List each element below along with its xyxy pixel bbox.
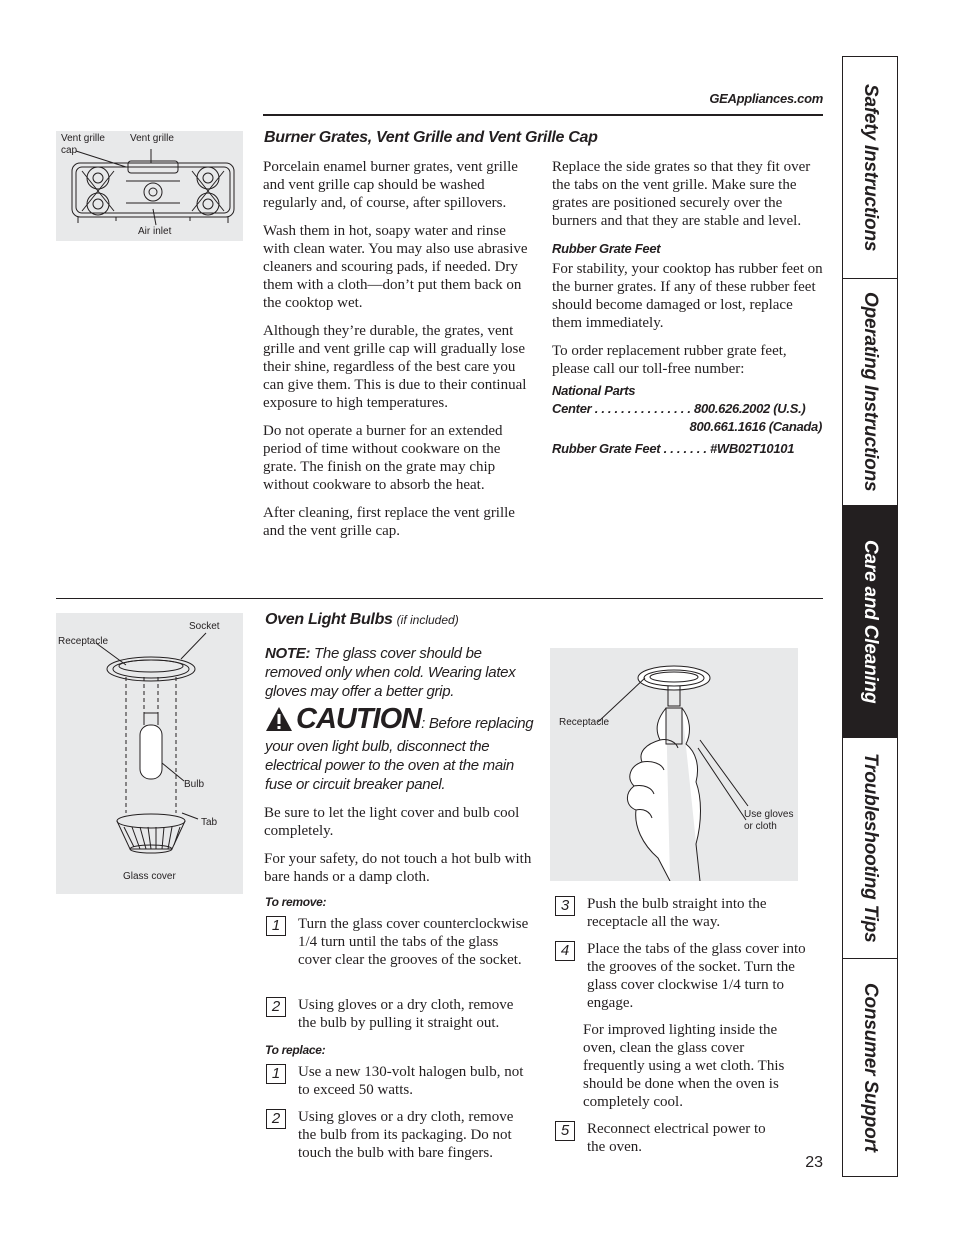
paragraph: For your safety, do not touch a hot bulb with bare hands or a damp cloth. xyxy=(264,851,532,885)
step-text: Use a new 130-volt halogen bulb, not to exceed 50 watts. xyxy=(298,1064,524,1098)
tab-label: Care and Cleaning xyxy=(860,539,881,704)
bulb-assembly-illustration xyxy=(56,613,243,894)
replace-heading: To replace: xyxy=(265,1043,326,1057)
replace-step-5 xyxy=(555,1120,795,1156)
rubber-feet-heading: Rubber Grate Feet xyxy=(552,241,661,256)
step-number: 1 xyxy=(266,1064,286,1084)
bulbs-title: Oven Light Bulbs xyxy=(265,611,393,628)
tab-operating-instructions[interactable] xyxy=(843,279,897,506)
improved-lighting-text: For improved lighting inside the oven, clean the glass cover frequently using a wet cloth. This should be done when the oven is completely cool. xyxy=(583,1022,785,1110)
label-bulb: Bulb xyxy=(184,779,205,790)
label-vent-grille: Vent grille xyxy=(130,133,174,144)
label-glass-cover: Glass cover xyxy=(123,871,176,882)
paragraph: Replace the side grates so that they fit over the tabs on the vent grille. Make sure the grates are positioned securely over the burners and that they are stable and level. xyxy=(552,159,811,229)
tab-troubleshooting-tips[interactable] xyxy=(843,738,897,959)
tab-label: Operating Instructions xyxy=(860,292,881,492)
tab-label: Troubleshooting Tips xyxy=(860,753,881,943)
label-socket: Socket xyxy=(189,621,220,632)
note-text: The glass cover should be removed only when cold. Wearing latex gloves may offer a better grip. xyxy=(265,645,516,700)
parts-phone-canada: 800.661.1616 (Canada) xyxy=(689,419,822,434)
step-number: 3 xyxy=(555,896,575,916)
tab-care-and-cleaning[interactable] xyxy=(843,506,897,738)
parts-line-1: National Parts xyxy=(552,383,636,398)
bulbs-title-note: (if included) xyxy=(396,613,459,627)
note-label: NOTE: xyxy=(265,645,311,662)
step-text: Using gloves or a dry cloth, remove the bulb by pulling it straight out. xyxy=(298,997,514,1031)
tab-safety-instructions[interactable] xyxy=(843,57,897,279)
tab-label: Safety Instructions xyxy=(860,83,881,252)
step-text: Turn the glass cover counterclockwise 1/4 turn until the tabs of the glass cover clear the grooves of the socket. xyxy=(298,916,529,968)
header-rule xyxy=(263,114,823,116)
remove-step-2 xyxy=(266,996,534,1032)
parts-center-row xyxy=(552,400,824,418)
label-air-inlet: Air inlet xyxy=(138,226,172,237)
website-url: GEAppliances.com xyxy=(709,91,823,106)
replace-step-4 xyxy=(555,940,817,1012)
note-block xyxy=(265,644,535,701)
step-text: Reconnect electrical power to the oven. xyxy=(587,1121,766,1155)
paragraph: After cleaning, first replace the vent grille and the vent grille cap. xyxy=(263,505,515,539)
tab-label: Consumer Support xyxy=(860,983,881,1152)
replace-step-2 xyxy=(266,1108,534,1162)
caution-block xyxy=(265,704,537,794)
grates-left-column xyxy=(263,158,535,550)
warning-triangle-icon xyxy=(265,706,293,737)
cooktop-figure xyxy=(56,131,243,241)
bulb-assembly-figure xyxy=(56,613,243,894)
step-number: 2 xyxy=(266,997,286,1017)
label-tab: Tab xyxy=(201,817,218,828)
step-text: Using gloves or a dry cloth, remove the bulb from its packaging. Do not touch the bulb with bare fingers. xyxy=(298,1109,514,1161)
grates-right-column xyxy=(552,158,824,458)
remove-heading: To remove: xyxy=(265,895,327,909)
paragraph: Do not operate a burner for an extended period of time without cookware on the grate. The finish on the grate may chip without cookware to absorb the heat. xyxy=(263,423,503,493)
hand-bulb-illustration xyxy=(550,648,798,881)
parts-feet-number: #WB02T10101 xyxy=(710,441,795,456)
step-number: 4 xyxy=(555,941,575,961)
page-number: 23 xyxy=(805,1154,823,1171)
section-divider xyxy=(56,598,823,599)
step-text: Push the bulb straight into the receptacle all the way. xyxy=(587,896,767,930)
parts-feet-label: Rubber Grate Feet . . . . . . . xyxy=(552,441,707,456)
replace-step-3 xyxy=(555,895,817,931)
paragraph: To order replacement rubber grate feet, please call our toll-free number: xyxy=(552,343,787,377)
remove-step-1 xyxy=(266,915,534,969)
section-title-bulbs xyxy=(265,611,459,629)
paragraph: Porcelain enamel burner grates, vent grille and vent grille cap should be washed regularly and, of course, after spillovers. xyxy=(263,159,518,211)
caution-word: CAUTION xyxy=(296,703,422,735)
label-receptacle: Receptacle xyxy=(559,717,610,728)
parts-feet-row xyxy=(552,440,824,458)
paragraph: Wash them in hot, soapy water and rinse with clean water. You may also use abrasive cleaners and scouring pads, if needed. Dry them with a cloth—don’t put them back on the cooktop wet. xyxy=(263,223,528,311)
bulbs-left-column xyxy=(264,804,536,896)
parts-phone-us: 800.626.2002 (U.S.) xyxy=(694,401,806,416)
paragraph: For stability, your cooktop has rubber feet on the burner grates. If any of these rubber feet should become damaged or lost, replace them immediately. xyxy=(552,261,823,331)
caution-text: : Before replacing your oven light bulb, disconnect the electrical power to the oven at the main fuse or circuit breaker panel. xyxy=(265,715,534,793)
paragraph: Although they’re durable, the grates, vent grille and vent grille cap will gradually lose their shine, regardless of the best care you can give them. This is due to their continual exposure to high temperatures. xyxy=(263,323,527,411)
label-use-gloves: Use gloves or cloth xyxy=(744,809,794,832)
label-vent-grille-cap: Vent grille cap xyxy=(61,133,105,156)
label-receptacle: Receptacle xyxy=(58,636,109,647)
replace-step-1 xyxy=(266,1063,534,1099)
paragraph: Be sure to let the light cover and bulb cool completely. xyxy=(264,805,520,839)
step-number: 1 xyxy=(266,916,286,936)
section-title-grates: Burner Grates, Vent Grille and Vent Grille Cap xyxy=(264,129,598,146)
tab-consumer-support[interactable] xyxy=(843,959,897,1176)
hand-bulb-figure xyxy=(550,648,798,881)
step-number: 5 xyxy=(555,1121,575,1141)
step-text: Place the tabs of the glass cover into the grooves of the socket. Turn the glass cover clockwise 1/4 turn to engage. xyxy=(587,941,806,1011)
parts-center-label: Center . . . . . . . . . . . . . . . xyxy=(552,401,691,416)
step-number: 2 xyxy=(266,1109,286,1129)
